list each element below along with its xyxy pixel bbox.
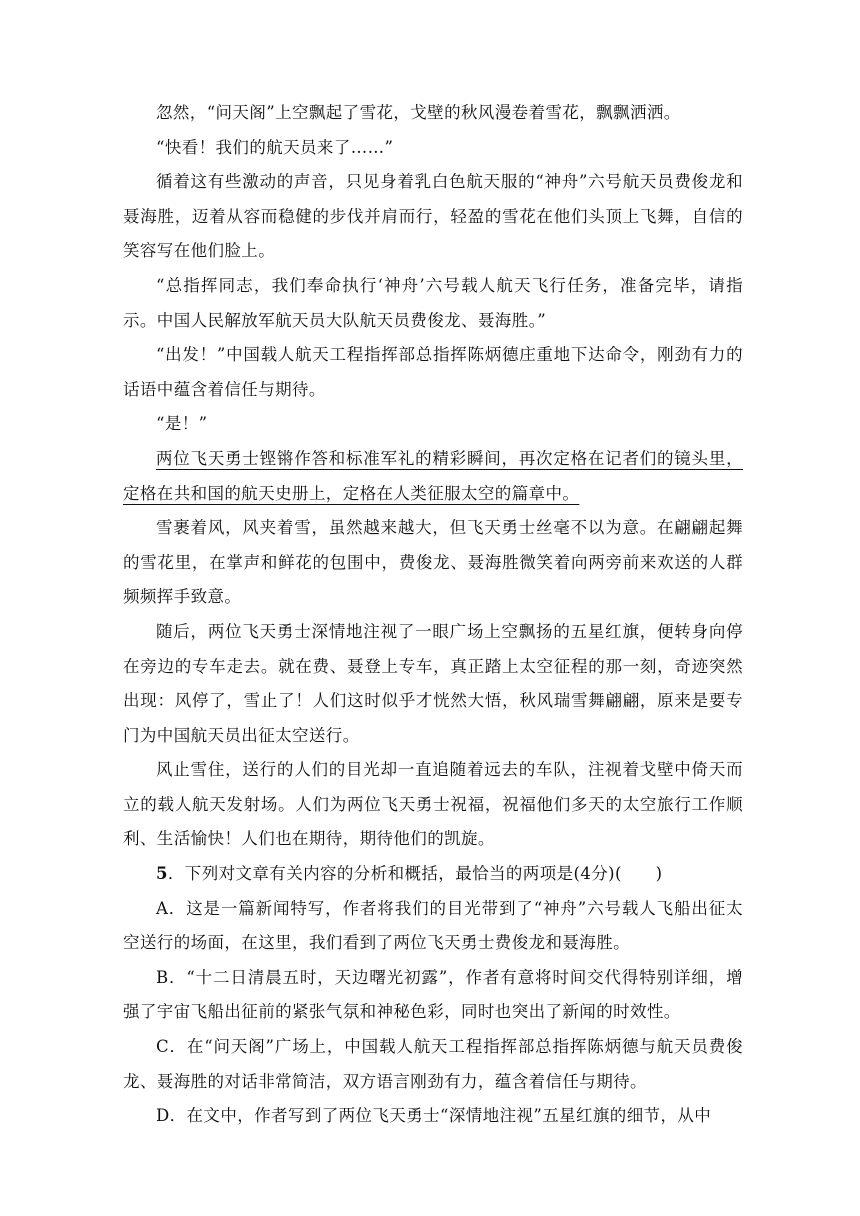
paragraph-3: 循着这有些激动的声音，只见身着乳白色航天服的“神舟”六号航天员费俊龙和聂海胜，迈着从容而稳健的步伐并肩而行，轻盈的雪花在他们头顶上飞舞，自信的笑容写在他们脸上。 — [123, 172, 743, 261]
paragraph-6: “是！” — [156, 414, 208, 434]
option-b: B．“十二日清晨五时，天边曙光初露”，作者有意将时间交代得特别详细，增强了宇宙飞船出征前的紧张气氛和神秘色彩，同时也突出了新闻的时效性。 — [123, 967, 743, 1022]
paragraph-9: 随后，两位飞天勇士深情地注视了一眼广场上空飘扬的五星红旗，便转身向停在旁边的专车走去。就在费、聂登上专车，真正踏上太空征程的那一刻，奇迹突然出现：风停了，雪止了！人们这时似乎才恍然大悟，秋风瑞雪舞翩翩，原来是要专门为中国航天员出征太空送行。 — [123, 621, 743, 745]
paragraph-8: 雪裹着风，风夹着雪，虽然越来越大，但飞天勇士丝毫不以为意。在翩翩起舞的雪花里，在掌声和鲜花的包围中，费俊龙、聂海胜微笑着向两旁前来欢送的人群频频挥手致意。 — [123, 518, 743, 607]
paragraph-2: “快看！我们的航天员来了……” — [156, 137, 394, 157]
option-d: D．在文中，作者写到了两位飞天勇士“深情地注视”五星红旗的细节，从中 — [156, 1106, 712, 1126]
paragraph-1: 忽然，“问天阁”上空飘起了雪花，戈壁的秋风漫卷着雪花，飘飘洒洒。 — [156, 103, 681, 122]
paragraph-10: 风止雪住，送行的人们的目光却一直追随着远去的车队，注视着戈壁中倚天而立的载人航天发射场。人们为两位飞天勇士祝福，祝福他们多天的太空旅行工作顺利、生活愉快！人们也在期待，期待他们的凯旋。 — [123, 760, 743, 849]
paragraph-7-underlined — [123, 442, 743, 511]
option-a: A．这是一篇新闻特写，作者将我们的目光带到了“神舟”六号载人飞船出征太空送行的场面，在这里，我们看到了两位飞天勇士费俊龙和聂海胜。 — [123, 898, 743, 953]
document-page — [123, 96, 743, 1134]
question-5-stem — [123, 857, 743, 892]
option-c: C．在“问天阁”广场上，中国载人航天工程指挥部总指挥陈炳德与航天员费俊龙、聂海胜的对话非常简洁，双方语言刚劲有力，蕴含着信任与期待。 — [123, 1037, 743, 1091]
question-stem-text: ．下列对文章有关内容的分析和概括，最恰当的两项是(4分)( ) — [167, 864, 663, 884]
paragraph-5: “出发！”中国载人航天工程指挥部总指挥陈炳德庄重地下达命令，刚劲有力的话语中蕴含着信任与期待。 — [123, 345, 743, 399]
paragraph-4: “总指挥同志，我们奉命执行‘神舟’六号载人航天飞行任务，准备完毕，请指示。中国人民解放军航天员大队航天员费俊龙、聂海胜。” — [123, 275, 743, 330]
question-number: 5 — [156, 864, 168, 884]
underlined-sentence: 两位飞天勇士铿锵作答和标准军礼的精彩瞬间，再次定格在记者们的镜头里，定格在共和国的航天史册上，定格在人类征服太空的篇章中。 — [123, 448, 743, 503]
